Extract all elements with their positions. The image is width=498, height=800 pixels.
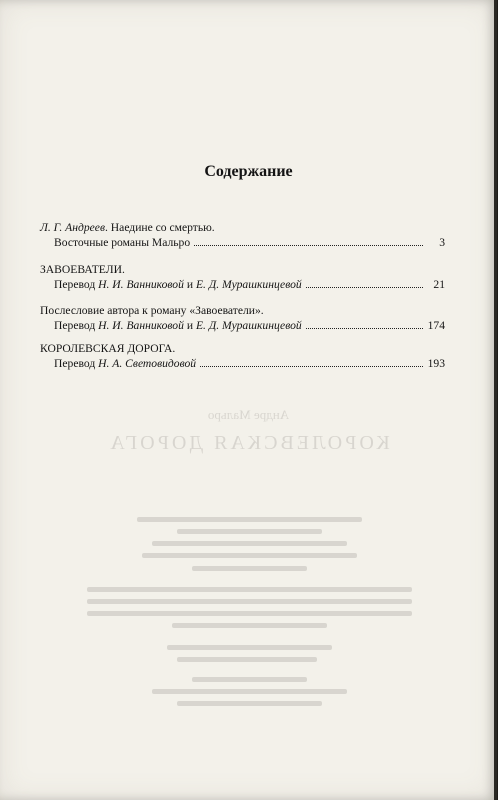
entry-1-author: Л. Г. Андреев	[40, 221, 105, 234]
entry-2-translator-prefix: Перевод	[54, 278, 96, 291]
entry-1-continuation: Восточные романы Мальро	[54, 236, 191, 249]
entry-3-translator-2: Е. Д. Мурашкинцевой	[195, 319, 302, 332]
toc-entry-2-line-1	[40, 263, 445, 278]
toc-entry-4-line-1	[40, 342, 445, 357]
page-edge	[494, 0, 497, 800]
entry-4-translator-1: Н. А. Световидовой	[98, 357, 197, 370]
entry-2-translator-2: Е. Д. Мурашкинцевой	[195, 278, 302, 291]
dot-leader	[306, 319, 423, 329]
entry-3-page: 174	[427, 319, 445, 332]
contents-heading: Содержание	[204, 163, 293, 180]
toc-entry-3-line-2	[54, 319, 445, 334]
bleed-author: Андре Мальро	[207, 407, 290, 422]
entry-2-title: ЗАВОЕВАТЕЛИ.	[40, 263, 125, 276]
entry-2-translator-1: Н. И. Ванниковой	[98, 278, 184, 291]
entry-3-translator-1: Н. И. Ванниковой	[98, 319, 184, 332]
entry-2-conj: и	[186, 278, 194, 291]
dot-leader	[194, 236, 423, 246]
entry-3-translator-prefix: Перевод	[54, 319, 96, 332]
dot-leader	[200, 357, 423, 367]
toc-entry-1-line-2	[54, 236, 445, 251]
toc-entry-4-line-2	[54, 357, 445, 372]
toc-entry-3-line-1	[40, 304, 445, 319]
entry-4-page: 193	[427, 357, 445, 370]
entry-2-page: 21	[433, 278, 445, 291]
entry-1-page: 3	[439, 236, 445, 249]
entry-4-title: КОРОЛЕВСКАЯ ДОРОГА.	[40, 342, 176, 355]
bleed-title: КОРОЛЕВСКАЯ ДОРОГА	[107, 432, 390, 454]
dot-leader	[306, 278, 423, 288]
entry-1-title: . Наедине со смертью.	[105, 221, 215, 234]
entry-3-title: Послесловие автора к роману «Завоеватели».	[40, 304, 264, 317]
toc-entry-1-line-1	[40, 221, 445, 236]
entry-3-conj: и	[186, 319, 194, 332]
toc-entry-2-line-2	[54, 278, 445, 293]
entry-4-translator-prefix: Перевод	[54, 357, 96, 370]
